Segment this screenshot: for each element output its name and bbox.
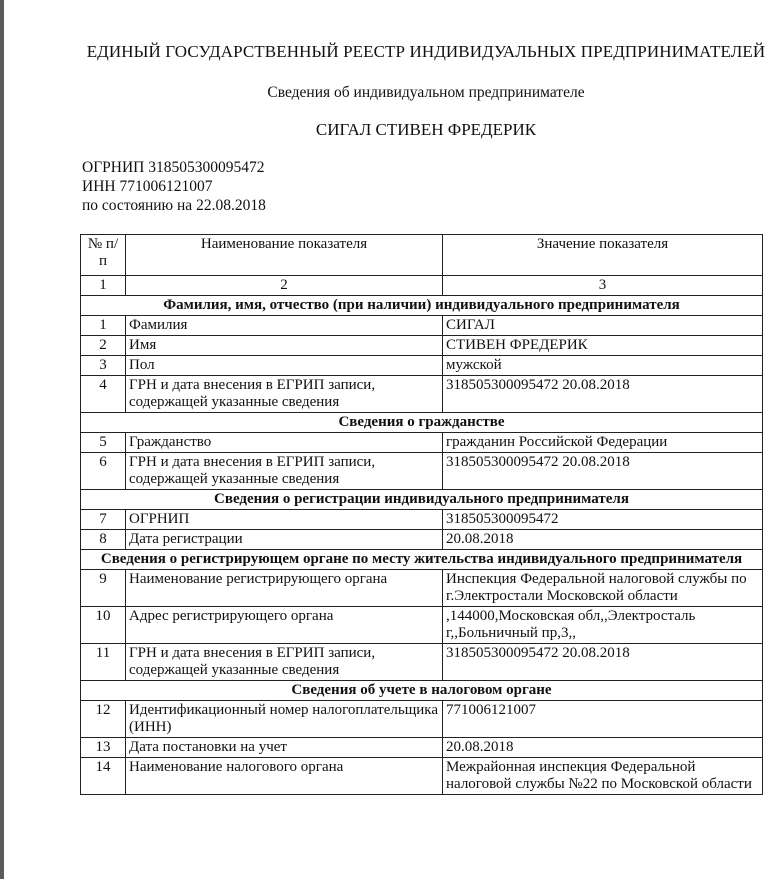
row-name: Имя <box>126 336 443 356</box>
ogrnip-line: ОГРНИП 318505300095472 <box>82 159 265 176</box>
section-title: Фамилия, имя, отчество (при наличии) индивидуального предпринимателя <box>81 296 763 316</box>
row-value: 20.08.2018 <box>443 530 763 550</box>
table-row <box>81 510 763 530</box>
inn-line: ИНН 771006121007 <box>82 178 213 195</box>
row-name: Фамилия <box>126 316 443 336</box>
row-value: Межрайонная инспекция Федеральной налоговой службы №22 по Московской области <box>443 758 763 795</box>
row-value: 318505300095472 <box>443 510 763 530</box>
row-name: Дата постановки на учет <box>126 738 443 758</box>
row-name: Наименование регистрирующего органа <box>126 570 443 607</box>
row-name: Гражданство <box>126 433 443 453</box>
document-meta <box>82 158 266 215</box>
document-title: ЕДИНЫЙ ГОСУДАРСТВЕННЫЙ РЕЕСТР ИНДИВИДУАЛЬНЫХ ПРЕДПРИНИМАТЕЛЕЙ <box>86 42 766 61</box>
section-row <box>81 296 763 316</box>
row-name: Наименование налогового органа <box>126 758 443 795</box>
row-value: Инспекция Федеральной налоговой службы по г.Электростали Московской области <box>443 570 763 607</box>
section-title: Сведения о регистрирующем органе по месту жительства индивидуального предпринимателя <box>81 550 763 570</box>
row-number: 10 <box>81 607 126 644</box>
row-number: 14 <box>81 758 126 795</box>
column-number: 3 <box>443 276 763 296</box>
row-number: 5 <box>81 433 126 453</box>
table-row <box>81 738 763 758</box>
section-row <box>81 490 763 510</box>
as-of-line: по состоянию на 22.08.2018 <box>82 197 266 214</box>
section-title: Сведения о гражданстве <box>81 413 763 433</box>
row-name: ГРН и дата внесения в ЕГРИП записи, содержащей указанные сведения <box>126 453 443 490</box>
row-name: Дата регистрации <box>126 530 443 550</box>
row-number: 9 <box>81 570 126 607</box>
table-row <box>81 433 763 453</box>
table-row <box>81 570 763 607</box>
row-value: 771006121007 <box>443 701 763 738</box>
section-row <box>81 413 763 433</box>
row-value: 318505300095472 20.08.2018 <box>443 376 763 413</box>
row-name: ГРН и дата внесения в ЕГРИП записи, содержащей указанные сведения <box>126 644 443 681</box>
row-number: 2 <box>81 336 126 356</box>
table-row <box>81 453 763 490</box>
table-row <box>81 316 763 336</box>
table-row <box>81 336 763 356</box>
column-number-row <box>81 276 763 296</box>
row-number: 7 <box>81 510 126 530</box>
row-number: 12 <box>81 701 126 738</box>
table-row <box>81 758 763 795</box>
row-number: 13 <box>81 738 126 758</box>
table-row <box>81 607 763 644</box>
section-title: Сведения о регистрации индивидуального предпринимателя <box>81 490 763 510</box>
table-row <box>81 644 763 681</box>
header-num: № п/п <box>81 235 126 276</box>
row-number: 1 <box>81 316 126 336</box>
table-row <box>81 356 763 376</box>
row-name: Идентификационный номер налогоплательщика (ИНН) <box>126 701 443 738</box>
row-number: 8 <box>81 530 126 550</box>
section-row <box>81 550 763 570</box>
row-number: 4 <box>81 376 126 413</box>
registry-table <box>80 234 763 795</box>
row-value: ,144000,Московская обл,,Электросталь г,,Больничный пр,3,, <box>443 607 763 644</box>
table-row <box>81 701 763 738</box>
row-value: СИГАЛ <box>443 316 763 336</box>
header-name: Наименование показателя <box>126 235 443 276</box>
row-value: СТИВЕН ФРЕДЕРИК <box>443 336 763 356</box>
row-value: гражданин Российской Федерации <box>443 433 763 453</box>
row-name: Пол <box>126 356 443 376</box>
table-header-row <box>81 235 763 276</box>
row-name: ГРН и дата внесения в ЕГРИП записи, содержащей указанные сведения <box>126 376 443 413</box>
person-name: СИГАЛ СТИВЕН ФРЕДЕРИК <box>315 120 537 139</box>
table-row <box>81 530 763 550</box>
row-name: Адрес регистрирующего органа <box>126 607 443 644</box>
row-value: 20.08.2018 <box>443 738 763 758</box>
row-name: ОГРНИП <box>126 510 443 530</box>
header-value: Значение показателя <box>443 235 763 276</box>
table-row <box>81 376 763 413</box>
column-number: 1 <box>81 276 126 296</box>
row-number: 6 <box>81 453 126 490</box>
row-value: мужской <box>443 356 763 376</box>
column-number: 2 <box>126 276 443 296</box>
document-subtitle: Сведения об индивидуальном предпринимателе <box>267 84 585 101</box>
section-row <box>81 681 763 701</box>
row-value: 318505300095472 20.08.2018 <box>443 453 763 490</box>
row-number: 3 <box>81 356 126 376</box>
row-value: 318505300095472 20.08.2018 <box>443 644 763 681</box>
section-title: Сведения об учете в налоговом органе <box>81 681 763 701</box>
row-number: 11 <box>81 644 126 681</box>
